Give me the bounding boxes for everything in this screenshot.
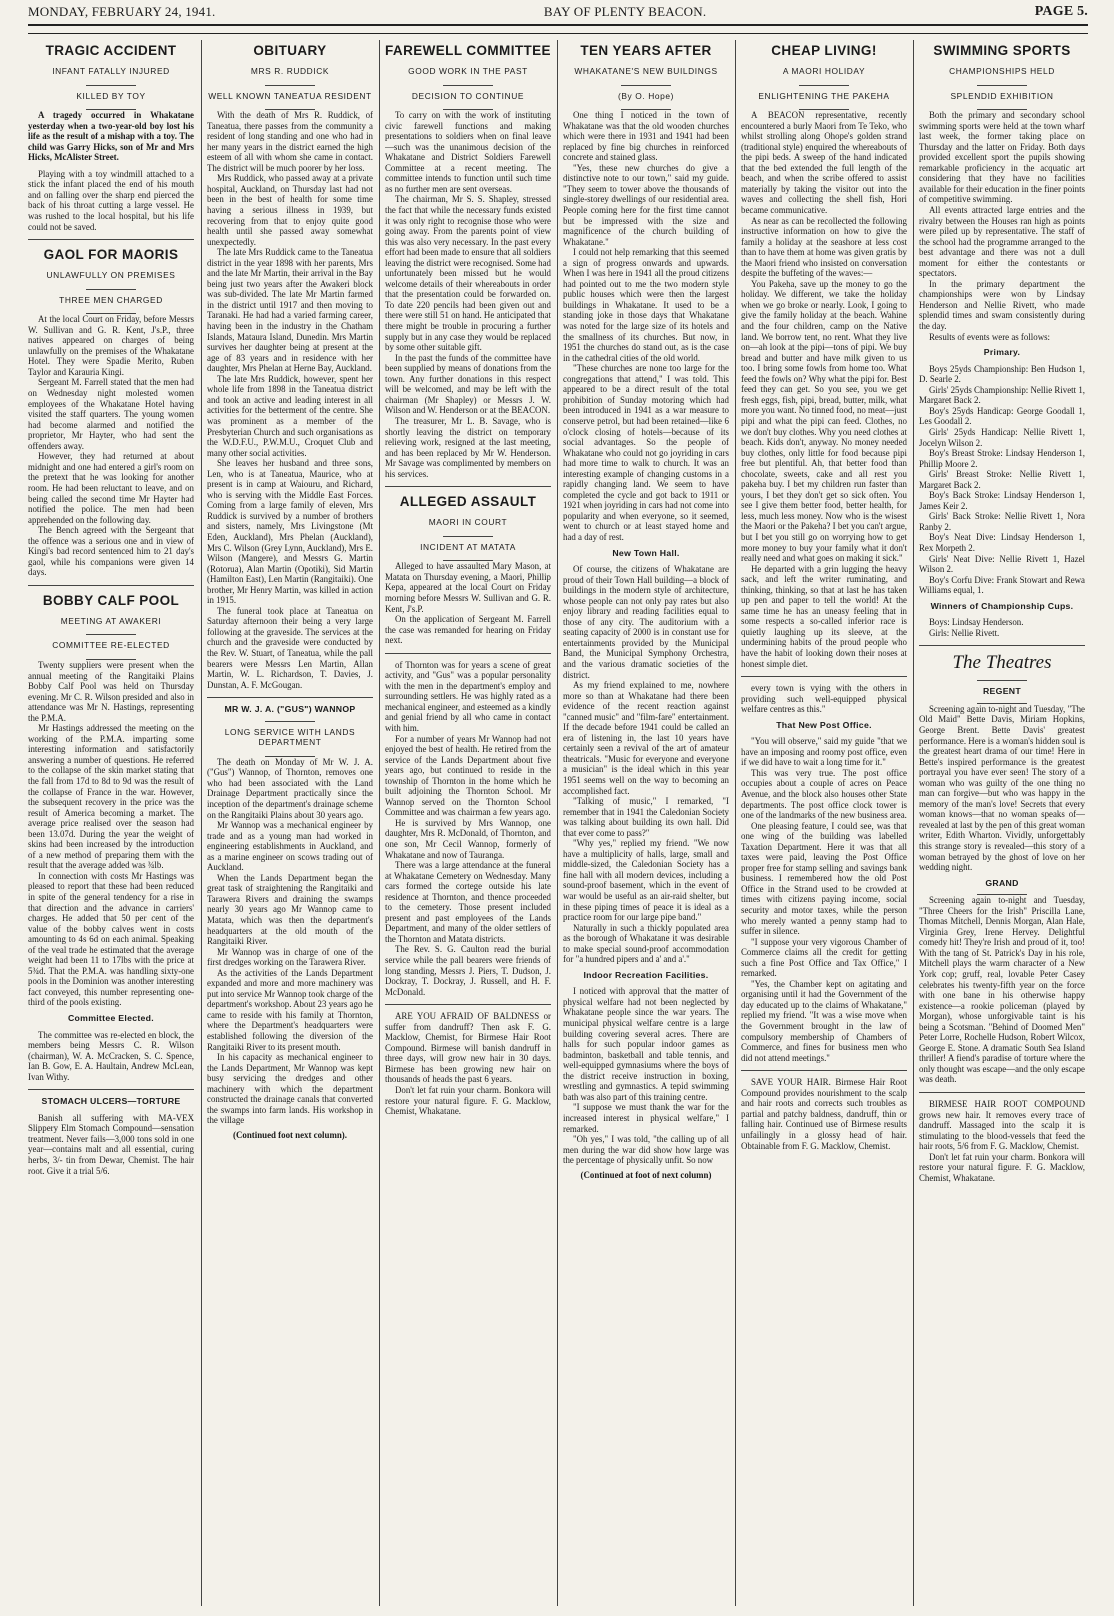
- short-rule: [443, 536, 493, 537]
- paragraph: Results of events were as follows:: [929, 331, 1051, 342]
- paragraph: Of course, the citizens of Whakatane are proud of their Town Hall building—a block of buildings in the modern style of architecture, whose people can not only pay rates but also enjoy library and reading facilities equal to those of any city. The auditorium with a seating capacity of 2000 is in constant use for entertainments provided by the Municipal Band, the Municipal Symphony Orchestra, and the various dramatic societies of the district.: [563, 564, 729, 680]
- section-heading: Primary.: [983, 347, 1021, 358]
- paragraph: A BEACON representative, recently encountered a burly Maori from Te Teko, who whilst strolling along Ohope's golden strand (traditional style) enquired the whereabouts of the pipi beds. A sweep of the hand indicated that the bed extended the full length of the beach, and when the scribe offered to assist materially by taking the visitor out into the waves and collecting the shell fish, Hori became communicative.: [741, 110, 907, 216]
- paragraph: Boys 25yds Championship: Ben Hudson 1, D. Searle 2.: [919, 363, 1085, 385]
- paragraph: As near as can be recollected the following instructive information on how to give the family a holiday at the seashore at less cost than to have them at home was given gratis by the Maori friend who insisted on conversation despite the buffeting of the waves:—: [741, 215, 907, 279]
- paragraph: I noticed with approval that the matter of physical welfare had not been neglected by Whakatane people since the war years. The municipal physical welfare centre is a large building covering several acres. There are halls for such popular indoor games as badminton, basketball and table tennis, and well-equipped gymnasiums where the boys of the district receive instruction in boxing, wrestling and gymnastics. A tepid swimming bath was also part of this training centre.: [563, 986, 729, 1102]
- article-separator: [919, 1092, 1085, 1093]
- paragraph: Both the primary and secondary school swimming sports were held at the town wharf last week, the former taking place on Thursday and the latter on Friday. Both days provided excellent sport the pupils showing remarkable proficiency in the acquatic art considering that they have no facilities available for their education in the finer points of competitive swimming.: [919, 110, 1085, 205]
- article-separator: [385, 653, 551, 654]
- short-rule: [977, 85, 1027, 86]
- masthead-rule: [28, 24, 1088, 26]
- section-heading: MR W. J. A. ("GUS") WANNOP: [224, 704, 356, 715]
- subheading: MRS R. RUDDICK: [250, 66, 330, 76]
- headline: FAREWELL COMMITTEE: [385, 43, 551, 58]
- paragraph: SAVE YOUR HAIR. Birmese Hair Root Compound provides nourishment to the scalp and hair roots and corrects such troubles as partial and patchy baldness, dandruff, thin or falling hair. Continued use of Birmese results unfailingly in a glossy head of hair. Obtainable from F. G. Macklow, Chemist.: [741, 1077, 907, 1151]
- section-heading: Indoor Recreation Facilities.: [583, 969, 709, 980]
- paragraph: The funeral took place at Taneatua on Saturday afternoon their being a very large following at the graveside. The services at the church and the graveside were conducted by the Rev. W. Stuart, of Taneatua, while the pall bearers were Messrs Len Martin, Allan Martin, W. L. Richardson, T. Davies, J. Dunstan, A. F. McGougan.: [207, 605, 373, 690]
- article-separator: [385, 1004, 551, 1005]
- paragraph: Girls: Nellie Rivett.: [929, 627, 1000, 638]
- paragraph: Boy's Back Stroke: Lindsay Henderson 1, James Keir 2.: [919, 490, 1085, 511]
- paragraph: Alleged to have assaulted Mary Mason, at Matata on Thursday evening, a Maori, Phillip Kepa, appeared at the local Court on Friday morning before Messrs W. Sullivan and G. R. Kent, J's.P.: [385, 561, 551, 614]
- paragraph: "Yes, these new churches do give a distinctive note to our town," said my guide. "They seem to tower above the thousands of single-storey dwellings of our residential area. People coming here for the first time cannot but be impressed with the size and magnificence of the church building of Whakatane.": [563, 162, 729, 247]
- paragraph: Playing with a toy windmill attached to a stick the infant placed the end of his mouth and on falling over the sharp end pierced the back of his throat cutting a large vessel. He was rushed to the local hospital, but his life could not be saved.: [28, 168, 194, 232]
- paragraph: Boy's Neat Dive: Lindsay Henderson 1, Rex Morpeth 2.: [919, 532, 1085, 553]
- headline: BOBBY CALF POOL: [42, 592, 180, 608]
- paragraph: Mr Wannop was in charge of one of the first dredges working on the Tarawera River.: [207, 946, 373, 968]
- short-rule: [86, 289, 136, 290]
- paragraph: "Yes, the Chamber kept on agitating and organising until it had the Government of the day educated up to the claims of Whakatane," replied my friend. "It was a wise move when the Government brought in the law of compulsory membership of Chambers of Commerce, and fines for business men who did not attend meetings.": [741, 978, 907, 1063]
- paragraph: Girls' 25yds Handicap: Nellie Rivett 1, Jocelyn Wilson 2.: [919, 426, 1085, 448]
- headline: OBITUARY: [253, 43, 327, 58]
- headline: CHEAP LIVING!: [771, 43, 877, 58]
- article-separator: [28, 1089, 194, 1090]
- paragraph: To carry on with the work of instituting civic farewell functions and making presentations to soldiers when on final leave—such was the unanimous decision of the Whakatane and District Soldiers Farewell Committee at a recent meeting. The committee intends to function until such time as no further men are sent overseas.: [385, 110, 551, 194]
- paragraph: The Bench agreed with the Sergeant that the offence was a serious one and in view of Kingi's bad record sentenced him to 21 day's gaol, while his companions were given 14 days.: [28, 525, 194, 578]
- subheading: SPLENDID EXHIBITION: [950, 90, 1054, 101]
- paragraph: As my friend explained to me, nowhere more so than at Whakatane had there been evidence of the recent reaction against "canned music" and "film-fare" entertainment. If the decade before 1941 could be called an era of listening in, the last 10 years have certainly seen a revival of the art of amateur theatricals. "Music for everyone and everyone a musician" is the ideal which in this year 1951 seems well on the way to becoming an accomplished fact.: [563, 680, 729, 796]
- column-divider: [913, 40, 914, 1606]
- paragraph: At the local Court on Friday, before Messrs W. Sullivan and G. R. Kent, J's.P., three natives appeared on charges of being unlawfully on the premises of the Whakatane Hotel. They were Spadie Merito, Ruben Taylor and Karauria Kingi.: [28, 314, 194, 377]
- paragraph: Boy's 25yds Handicap: George Goodall 1, Les Goodall 2.: [919, 405, 1085, 427]
- paragraph: of Thornton was for years a scene of great activity, and "Gus" was a popular personality with the men in the department's employ and surrounding settlers. He was highly rated as a mechanical engineer, and esteemed as a kindly and genial friend by all who came in contact with him.: [385, 659, 551, 733]
- paragraph: The late Mrs Ruddick, however, spent her whole life from 1898 in the Taneatua district and took an active and leading interest in all activities for the betterment of the centre. She was prominent as a member of the Presbyterian Church and such organisations as the W.D.F.U., P.W.M.U., Croquet Club and many other social activities.: [207, 373, 373, 458]
- paragraph: Naturally in such a thickly populated area as the borough of Whakatane it was desirable to make special sound-proof accommodation for "a hundred pipers and a' and a'.": [563, 922, 729, 965]
- subheading: ENLIGHTENING THE PAKEHA: [758, 90, 890, 101]
- subheading: CHAMPIONSHIPS HELD: [949, 66, 1055, 76]
- paragraph: I could not help remarking that this seemed a sign of progress onwards and upwards. When I was here in 1941 all the proud citizens had pointed out to me the two modern style public houses which were then the largest buildings in Whakatane. It used to be a standing joke in those days that Whakatane was noted for the large size of its hotels and the smallness of its churches. But now, in 1951 the churches do stand out, as is the case in the cathedral cities of the old world.: [563, 247, 729, 363]
- short-rule: [265, 721, 315, 722]
- column-5: [741, 40, 907, 1606]
- subheading: A MAORI HOLIDAY: [782, 66, 866, 76]
- paragraph: All events attracted large entries and the rivalry between the Houses ran high as points were piled up by representative. The staff of the school had the programme arranged to the best advantage and there was not a dull moment for either the contestants or spectators.: [919, 205, 1085, 279]
- paragraph: Girls' Back Stroke: Nellie Rivett 1, Nora Ranby 2.: [919, 511, 1085, 532]
- paragraph: every town is vying with the others in providing such well-equipped physical welfare centres as this.": [741, 683, 907, 715]
- paragraph: In connection with costs Mr Hastings was pleased to report that these had been reduced in spite of the general tendency for a rise in that direction and the advance in carriers' charges. He added that 50 per cent of the value of the bobby calves went in costs amounting to 4s 6d on each animal. Speaking of the veal trade he estimated that the average weight had been 11 to 17lbs with the price at 5¾d. That the P.M.A. was handling sixty-one pools in the Dominion was another interesting fact conveyed, this number representing one-third of the pools existing.: [28, 870, 194, 1008]
- paragraph: On the application of Sergeant M. Farrell the case was remanded for hearing on Friday next.: [385, 614, 551, 646]
- subheading: GOOD WORK IN THE PAST: [408, 66, 528, 76]
- lead-paragraph: A tragedy occurred in Whakatane yesterday when a two-year-old boy lost his life as the result of a mishap with a toy. The child was Garry Hicks, son of Mr and Mrs Hicks, McAlister Street.: [28, 110, 194, 163]
- paragraph: Screening again to-night and Tuesday, "Three Cheers for the Irish" Priscilla Lane, Thomas Mitchell, Dennis Morgan, Alan Hale, Virginia Grey, Irene Hervey. Delightful comedy hit! They're Irish and proud of it, too! With the tang of St. Patrick's Day in his role, Mitchell plays the warm character of a New York cop; gruff, real, lovable Peter Casey celebrates his twenty-fifth year on the force with one bane in his otherwise happy existence—a rookie policeman (played by Morgan), whose unforgivable taint is his being a Scotsman. "Behind of Doomed Men" Peter Lorre, Rochelle Hudson, Robert Wilcox, George E. Stone. A dramatic South Sea Island thriller! A fiend's paradise of torture where the only thought was escape—and the only escape was death.: [919, 895, 1085, 1085]
- paragraph: "Oh yes," I was told, "the calling up of all men during the war did show how large was the percentage of physically unfit. So now: [563, 1134, 729, 1166]
- short-rule: [86, 634, 136, 635]
- paragraph: The treasurer, Mr L. B. Savage, who is shortly leaving the district on temporary relieving work, resigned at the last meeting, and has been replaced by Mr W. Henderson. Mr Savage was complimented by members on his services.: [385, 415, 551, 479]
- article-separator: [28, 585, 194, 586]
- short-rule: [799, 85, 849, 86]
- short-rule: [621, 85, 671, 86]
- section-heading: New Town Hall.: [612, 547, 680, 558]
- paragraph: Boy's Corfu Dive: Frank Stowart and Rewa Williams equal, 1.: [919, 574, 1085, 596]
- headline: GAOL FOR MAORIS: [43, 247, 179, 263]
- paragraph: "Talking of music," I remarked, "I remember that in 1941 the Caledonian Society was talking about building its own hall. Did that ever come to pass?": [563, 796, 729, 838]
- article-separator: [28, 239, 194, 240]
- paragraph: This was very true. The post office occupies about a couple of acres on Peace Avenue, and the block also houses other State departments. The post office clock tower is one of the landmarks of the new business area.: [741, 767, 907, 821]
- paragraph: Don't let fat ruin your charm. Bonkora will restore your natural figure. F. G. Macklow, Chemist, Whakatane.: [919, 1151, 1085, 1183]
- paragraph: Banish all suffering with MA-VEX Slippery Elm Stomach Compound—sensation treatment. Never fails—3,000 tons sold in one year—contains malt and all essential, curing herbs, 3/- tin from Dewar, Chemist. The hair root. Give it a trial 5/6.: [28, 1112, 194, 1176]
- paragraph: Boy's Breast Stroke: Lindsay Henderson 1, Phillip Moore 2.: [919, 448, 1085, 469]
- paragraph: "I suppose we must thank the war for the increased interest in physical welfare," I remarked.: [563, 1102, 729, 1134]
- paragraph: Mr Wannop was a mechanical engineer by trade and as a young man had worked in engineering establishments in Auckland, and as a marine engineer on scows trading out of Auckland.: [207, 820, 373, 873]
- article-separator: [207, 697, 373, 698]
- paragraph: Girls' 25yds Championship: Nellie Rivett 1, Margaret Back 2.: [919, 384, 1085, 406]
- paragraph: He departed with a grin lugging the heavy sack, and left the writer ruminating, and thinking, thinking, so that at last he has taken up pen and paper to tell the world! At the same time he has an uneasy feeling that in some respects a so-called inferior race is quietly laughing up its sleeve, at the undermining habits of the proud people who have the habit of looking down their noses at honest simple diet.: [741, 563, 907, 669]
- page-number: PAGE 5.: [1034, 4, 1088, 19]
- article-separator: [741, 676, 907, 677]
- paragraph: There was a large attendance at the funeral at Whakatane Cemetery on Wednesday. Many cars formed the cortege outside his late residence at Thornton, and thence proceeded to the cemetery. Those present included present and past employees of the Lands Department, and many of the older settlers of the Thornton and Matata districts.: [385, 860, 551, 944]
- section-heading: Committee Elected.: [67, 1013, 155, 1024]
- short-rule: [977, 680, 1027, 681]
- subheading: MAORI IN COURT: [428, 517, 508, 528]
- headline: TRAGIC ACCIDENT: [45, 43, 177, 58]
- paragraph: Mrs Ruddick, who passed away at a private hospital, Auckland, on Thursday last had not been in the best of health for some time having a serious illness in 1939, but recovering from that to enjoy quite good health until she passed away somewhat unexpectedly.: [207, 173, 373, 247]
- subheading: WELL KNOWN TANEATUA RESIDENT: [208, 90, 372, 101]
- article-separator: [741, 1070, 907, 1071]
- subheading: INCIDENT AT MATATA: [420, 541, 516, 552]
- paragraph: As the activities of the Lands Department expanded and more and more machinery was put into service Mr Wannop took charge of the department's workshop. About 23 years ago he came to reside with his family at Thornton, where the Department's headquarters were established following the diversion of the Rangitaiki River to its present mouth.: [207, 967, 373, 1052]
- paragraph: He is survived by Mrs Wannop, one daughter, Mrs R. McDonald, of Thornton, and one son, Mr Cecil Wannop, formerly of Whakatane and now of Tauranga.: [385, 817, 551, 860]
- paragraph: Mr Hastings addressed the meeting on the working of the P.M.A. imparting some interesting information and satisfactorily answering a number of questions. He referred to the collapse of the skin market stating that the fall from 17d to 8d to 9d was the result of the collapse of France in the war. However, the subsequent recovery in the price was the result of America becoming a market. The average price realised over the season had been 13.07d. During the year the weight of skins had been increased by the introduction of a new method of preparing them with the result that the average added was ¾lb.: [28, 723, 194, 871]
- section-title: The Theatres: [952, 652, 1052, 674]
- paragraph: Girls' Neat Dive: Nellie Rivett 1, Hazel Wilson 2.: [919, 553, 1085, 575]
- subheading: INFANT FATALLY INJURED: [52, 66, 170, 76]
- column-1: [28, 40, 194, 1606]
- article-separator: [385, 486, 551, 487]
- paragraph: Boys: Lindsay Henderson.: [929, 617, 1024, 628]
- section-heading: That New Post Office.: [776, 719, 872, 730]
- section-heading: Winners of Championship Cups.: [930, 600, 1074, 611]
- column-2: [207, 40, 373, 1606]
- paragraph: Twenty suppliers were present when the annual meeting of the Rangitaiki Plains Bobby Calf Pool was held on Thursday evening. Mr C. R. Wilson presided and also in attendance was Mr N. Hastings, representing the P.M.A.: [28, 659, 194, 723]
- column-divider: [735, 40, 736, 1606]
- masthead: [28, 2, 1088, 22]
- subheading: KILLED BY TOY: [76, 90, 146, 101]
- column-divider: [379, 40, 380, 1606]
- paragraph: You Pakeha, save up the money to go the holiday. We different, we take the holiday when we go broke or nearly. Look, I going to give the family holiday at the beach. Wahine and the four children, camp on the Native land. We borrow tent, no rent. What they live on—ah look at the pipi—tons of pipi. We buy bread and butter and have milk given to us too. I bring some fowls from home too. What feed the fowls on? Why what the pipi for. Best feed they can get. So you see, you we get fresh eggs, fish, pipi, bread, butter, milk, what more you want. No tinned food, no meat—just pipi and what the pipi can feed. Clothes, no we don't buy clothes. Why you need clothes at beach. Kids don't, anyway. No money needed buy clothes, only little for food because pipi free but plentiful. Ah, that better food than chocolate, sweets, cake and all rest you pakeha buy. I bet my children run faster than yours, I bet they don't get so sick often. You see I give them better food, better health, for less, much less money. Now who is the wisest the Maori or the Pakeha? I bet you can't argue, but I bet you still go on worrying how to get more money to buy your family what it don't really need and what goes on making it sick.": [741, 278, 907, 564]
- paragraph: Don't let fat ruin your charm. Bonkora will restore your natural figure. F. G. Macklow, Chemist, Whakatane.: [385, 1085, 551, 1117]
- short-rule: [86, 85, 136, 86]
- paragraph: In the primary department the championships were won by Lindsay Henderson and Nellie Rivett, who made splendid times and swam consistently during the day.: [919, 278, 1085, 332]
- subheading: (By O. Hope): [617, 90, 675, 101]
- paragraph: ARE YOU AFRAID OF BALDNESS or suffer from dandruff? Then ask F. G. Macklow, Chemist, for Birmese Hair Root Compound. Birmese will banish dandruff in three days, will grow new hair in 30 days. Birmese has been growing new hair on thousands of heads the past 6 years.: [385, 1011, 551, 1085]
- column-divider: [557, 40, 558, 1606]
- headline: TEN YEARS AFTER: [580, 43, 712, 58]
- subheading: LONG SERVICE WITH LANDS DEPARTMENT: [224, 726, 356, 748]
- paragraph: The chairman, Mr S. S. Shapley, stressed the fact that while the necessary funds existed it was only right to recognise those who were going away. From the parents point of view this was also very necessary. In the past every effort had been made to ensure that all soldiers leaving the district were recognised. Some had unfortunately been missed but he would welcome details of their whereabouts in order that the presentation could be forwarded on. To date 220 pencils had been given out and there were still 51 on hand. He anticipated that there might be trouble in procuring a further supply but in any case they would be replaced by some other suitable gift.: [385, 194, 551, 353]
- subheading: DECISION TO CONTINUE: [411, 90, 525, 101]
- paragraph: Sergeant M. Farrell stated that the men had on Wednesday night molested women employees of the Whakatane Hotel having visited the staff quarters. The young women had become alarmed and notified the proprietor, Mr Hayter, who had sent the offenders away.: [28, 377, 194, 451]
- paper-name: BAY OF PLENTY BEACON.: [543, 4, 707, 19]
- paragraph: BIRMESE HAIR ROOT COMPOUND grows new hair. It removes every trace of dandruff. Massaged into the scalp it is stimulating to the blood-vessels that feed the hair roots, 5/6 from F. G. Macklow, Chemist.: [919, 1099, 1085, 1152]
- section-heading: REGENT: [982, 686, 1021, 697]
- paragraph: One pleasing feature, I could see, was that one wing of the building was labelled Taxation Department. Here it was that all taxes were paid, leaving the Post Office proper free for stamp selling and savings bank business. I remembered how the old Post Office in the Strand used to be crowded at times with citizens paying income, social security and motor taxes, while the person who merely wanted a penny stamp had to suffer in silence.: [741, 820, 907, 937]
- paragraph: The death on Monday of Mr W. J. A. ("Gus") Wannop, of Thornton, removes one who had been associated with the Land Drainage Department practically since the inception of the department's drainage scheme on the Rangitaiki Plains about 30 years ago.: [207, 756, 373, 820]
- paragraph: One thing I noticed in the town of Whakatane was that the old wooden churches which were there in 1931 and 1941 had been replaced by fine big churches in reinforced concrete and stained glass.: [563, 110, 729, 163]
- paragraph: She leaves her husband and three sons, Len, who is at Taneatua, Maurice, who at present is in camp at Waiouru, and Richard, who is serving with the Middle East Forces. Coming from a large family of eleven, Mrs Ruddick is survived by a number of brothers and sisters, namely, Mrs Livingstone (Mt Eden, Auckland), Mrs Phelan (Auckland), Mrs C. Wilson (Grey Lynn, Auckland), Mrs E. Wilson (Mangere), and Messrs G. Martin (Rotorua), Alan Martin (Opotiki), Sid Martin (Hamilton East), Len Martin (Rangitaiki). One brother, Mr Henry Martin, was killed in action in 1915.: [207, 458, 373, 606]
- paragraph: Screening again to-night and Tuesday, "The Old Maid" Bette Davis, Miriam Hopkins, George Brent. Bette Davis' greatest performance. Here is a woman's hidden soul is the greatest heart drama of our time! Here in Bette's inspired performance is the greatest portrayal you have ever seen! The story of a woman who was guilty of the one thing no man can forgive—but who was happy in the memory of the man's love! Secrets that every woman knows—that no woman speaks of—revealed at last by the pen of this great woman writer, Edith Wharton. Vividly, unforgettably this strange story is revealed—this story of a woman betrayed by the ghost of love on her wedding night.: [919, 703, 1085, 873]
- paragraph: The Rev. S. G. Caulton read the burial service while the pall bearers were friends of long standing, Messrs J. Piers, T. Dudson, J. Dockray, T. Dockray, J. Russell, and H. F. McDonald.: [385, 944, 551, 997]
- continued-note: (Continued foot next column).: [233, 1129, 347, 1140]
- subheading: UNLAWFULLY ON PREMISES: [46, 270, 176, 281]
- paragraph: With the death of Mrs R. Ruddick, of Taneatua, there passes from the community a resident of long standing and one who had in her many years in the district earned the high esteem of all with whom she came in contact. The district will be much poorer by her loss.: [207, 110, 373, 173]
- paragraph: In his capacity as mechanical engineer to the Lands Department, Mr Wannop was kept busy servicing the dredges and other machinery with which the department constructed the drainage canals that converted the swamps into farm lands. His workshop in the village: [207, 1052, 373, 1126]
- paragraph: For a number of years Mr Wannop had not enjoyed the best of health. He retired from the service of the Lands Department about five years ago, but continued to reside in the township of Thornton in the home which he built adjoining the Thornton School. Mr Wannop served on the Thornton School Committee and was chairman a few years ago.: [385, 733, 551, 818]
- paragraph: In the past the funds of the committee have been supplied by means of donations from the town. Any further donations in this respect will be welcomed, and may be left with the chairman (Mr Shapley) or Messrs J. W. Wilson and W. Henderson or at the BEACON.: [385, 352, 551, 416]
- continued-note: (Continued at foot of next column): [580, 1169, 712, 1180]
- paragraph: "Why yes," replied my friend. "We now have a multiplicity of halls, large, small and middle-sized, the Caledonian Society has a fine hall with all modern devices, including a sound-proof basement, which in the event of war would be useful as an air-raid shelter, but in these piping times of peace it is ideal as a practice room for our large pipe band.": [563, 838, 729, 923]
- subheading: THREE MEN CHARGED: [59, 294, 163, 305]
- issue-date: MONDAY, FEBRUARY 24, 1941.: [28, 4, 216, 19]
- paragraph: "These churches are none too large for the congregations that attend," I was told. This appeared to be a direct result of the total prohibition of Sunday motoring which had been introduced in 1941 as a war measure to conserve petrol, but had been retained—like 6 o'clock closing of hotels—because of its social advantages. So the people of Whakatane who could not go joyriding in cars had more time to walk to church. It was an interesting example of changing customs in a rapidly changing land. We seem to have completed the cycle and got back to 1911 or 1921 when joyriding in cars had not come into popularity and when everyone, so it seemed, went to church or at least stayed home and had a day of rest.: [563, 363, 729, 542]
- paragraph: "I suppose your very vigorous Chamber of Commerce claims all the credit for getting such a fine Post Office and Tax Office," I remarked.: [741, 936, 907, 979]
- column-4: [563, 40, 729, 1606]
- column-3: [385, 40, 551, 1606]
- headline: SWIMMING SPORTS: [933, 43, 1071, 58]
- paragraph: However, they had returned at about midnight and one had entered a girl's room on the pretext that he was looking for another room. He had been reluctant to leave, and on being called the second time Mr Hayter had notified the police. The men had been apprehended on the following day.: [28, 451, 194, 525]
- masthead-rule-thin: [28, 33, 1088, 34]
- subheading: WHAKATANE'S NEW BUILDINGS: [574, 66, 718, 76]
- short-rule: [265, 85, 315, 86]
- paragraph: The committee was re-elected en block, the members being Messrs C. R. Wilson (chairman), W. A. McCracken, S. C. Spence, Ian B. Gow, E. A. Haultain, Andrew McLean, Ivan Withy.: [28, 1029, 194, 1082]
- headline: ALLEGED ASSAULT: [399, 494, 537, 510]
- article-separator: [919, 645, 1085, 646]
- section-heading: STOMACH ULCERS—TORTURE: [41, 1096, 181, 1107]
- column-divider: [201, 40, 202, 1606]
- paragraph: "You will observe," said my guide "that we have an imposing and roomy post office, even if we did have to wait a long time for it.": [741, 736, 907, 768]
- column-6: [919, 40, 1085, 1606]
- subheading: MEETING AT AWAKERI: [60, 615, 162, 626]
- short-rule: [443, 85, 493, 86]
- paragraph: Girls' Breast Stroke: Nellie Rivett 1, Margaret Back 2.: [919, 469, 1085, 490]
- paragraph: When the Lands Department began the great task of straightening the Rangitaiki and Tarawera Rivers and draining the swamps nearly 30 years ago Mr Wannop came to Matata, which was then the department's headquarters at the old mouth of the Rangitaiki River.: [207, 872, 373, 947]
- paragraph: The late Mrs Ruddick came to the Taneatua district in the year 1898 with her parents, Mrs and the late Mr Martin, their arrival in the Bay being just two years after the Awakeri block was sub-divided. The late Mr Martin farmed in the district until 1917 and then moving to Taranaki. He had had a varied farming career, having been in the industry in the Chatham Islands, Mataura Island, Dunedin. Mrs Martin survives her daughter being at present at the age of 83 years and in residence with her daughter, Mrs Phelan at Herne Bay, Auckland.: [207, 247, 373, 374]
- section-heading: GRAND: [985, 877, 1019, 888]
- subheading: COMMITTEE RE-ELECTED: [52, 640, 170, 651]
